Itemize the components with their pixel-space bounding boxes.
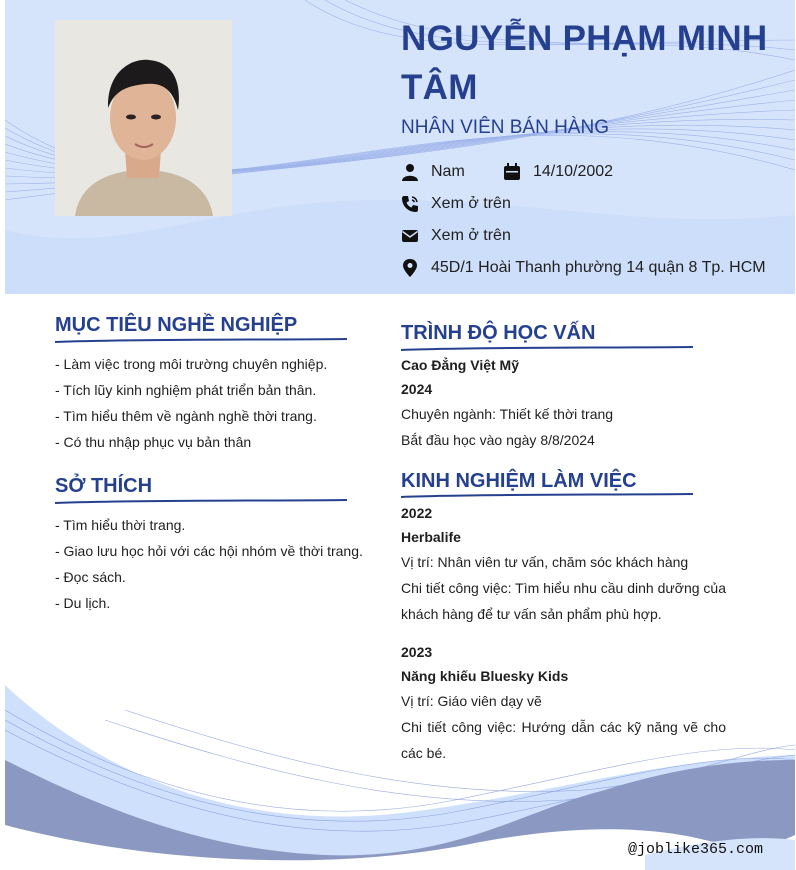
experience-title: KINH NGHIỆM LÀM VIỆC bbox=[401, 470, 637, 492]
experience-role: Vị trí: Giáo viên dạy vẽ bbox=[401, 693, 542, 709]
gender-value: Nam bbox=[431, 163, 465, 180]
gender-row bbox=[401, 161, 465, 183]
hobbies-title: SỞ THÍCH bbox=[55, 475, 153, 497]
birthdate-row bbox=[503, 161, 613, 183]
birthdate-value: 14/10/2002 bbox=[533, 163, 614, 180]
job-position: NHÂN VIÊN BÁN HÀNG bbox=[401, 117, 609, 138]
experience-company: Herbalife bbox=[401, 529, 461, 545]
objective-item: - Tích lũy kinh nghiệm phát triển bản thân. bbox=[55, 382, 317, 398]
location-pin-icon bbox=[401, 259, 419, 277]
envelope-icon bbox=[401, 227, 419, 245]
hobby-item: - Tìm hiểu thời trang. bbox=[55, 517, 186, 533]
phone-value: Xem ở trên bbox=[431, 195, 511, 212]
profile-photo bbox=[55, 20, 232, 216]
education-year: 2024 bbox=[401, 381, 433, 397]
email-value: Xem ở trên bbox=[431, 227, 511, 244]
candidate-name: NGUYỄN PHẠM MINH TÂM bbox=[401, 19, 768, 107]
education-title: TRÌNH ĐỘ HỌC VẤN bbox=[401, 322, 596, 344]
hobby-item: - Du lịch. bbox=[55, 595, 111, 611]
experience-item bbox=[401, 640, 726, 766]
education-block bbox=[401, 353, 726, 453]
watermark-text: @joblike365.com bbox=[627, 841, 763, 858]
experience-underline bbox=[401, 491, 701, 501]
phone-row bbox=[401, 193, 511, 215]
experience-company: Năng khiếu Bluesky Kids bbox=[401, 668, 569, 684]
address-value: 45D/1 Hoài Thanh phường 14 quận 8 Tp. HCM bbox=[431, 259, 766, 276]
address-row bbox=[401, 257, 766, 279]
experience-role: Vị trí: Nhân viên tư vấn, chăm sóc khách hàng bbox=[401, 554, 689, 570]
education-major: Chuyên ngành: Thiết kế thời trang bbox=[401, 406, 614, 422]
experience-detail: Chi tiết công việc: Hướng dẫn các kỹ năng vẽ cho các bé. bbox=[401, 719, 726, 761]
hobbies-underline bbox=[55, 497, 355, 507]
user-icon bbox=[401, 163, 419, 181]
phone-icon bbox=[401, 195, 419, 213]
email-row bbox=[401, 225, 511, 247]
hobbies-list bbox=[55, 512, 385, 616]
objective-underline bbox=[55, 336, 355, 346]
objective-item: - Có thu nhập phục vụ bản thân bbox=[55, 434, 252, 450]
experience-year: 2023 bbox=[401, 644, 433, 660]
education-school: Cao Đẳng Việt Mỹ bbox=[401, 357, 519, 373]
calendar-icon bbox=[503, 163, 521, 181]
objective-title: MỤC TIÊU NGHỀ NGHIỆP bbox=[55, 314, 298, 336]
experience-detail: Chi tiết công việc: Tìm hiểu nhu cầu dinh dưỡng của khách hàng để tư vấn sản phẩm phù hợp. bbox=[401, 580, 726, 622]
hobby-item: - Giao lưu học hỏi với các hội nhóm về thời trang. bbox=[55, 543, 363, 559]
cv-page bbox=[5, 0, 795, 870]
objective-item: - Tìm hiểu thêm về ngành nghề thời trang. bbox=[55, 408, 317, 424]
experience-item bbox=[401, 501, 726, 627]
hobby-item: - Đọc sách. bbox=[55, 569, 126, 585]
education-start: Bắt đầu học vào ngày 8/8/2024 bbox=[401, 432, 595, 448]
objective-list bbox=[55, 351, 375, 455]
experience-year: 2022 bbox=[401, 505, 433, 521]
objective-item: - Làm việc trong môi trường chuyên nghiệp. bbox=[55, 356, 328, 372]
